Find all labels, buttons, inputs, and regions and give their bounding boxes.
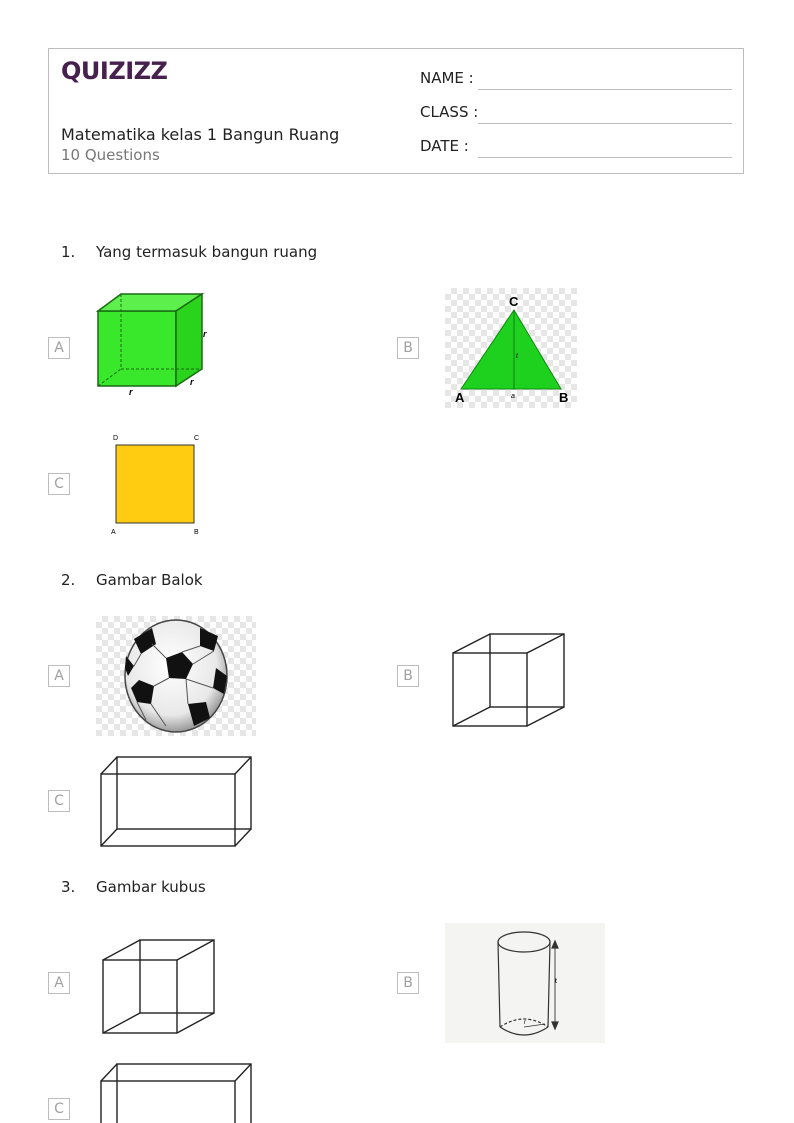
q3-option-a-box[interactable]: A [48, 972, 70, 994]
worksheet-header [48, 48, 744, 174]
question-3-text: Gambar kubus [96, 878, 206, 896]
square-vertex-label: B [194, 529, 199, 536]
wireframe-cuboid-image [96, 1059, 258, 1123]
wireframe-cube-image [448, 630, 570, 730]
wireframe-cube-image [98, 936, 220, 1038]
base-label: a [511, 393, 515, 400]
square-vertex-label: A [111, 529, 116, 536]
question-count: 10 Questions [61, 146, 160, 164]
question-1-text: Yang termasuk bangun ruang [96, 243, 318, 261]
square-vertex-label: C [194, 435, 200, 442]
question-1-number: 1. [61, 243, 76, 261]
soccer-ball-image-bg [96, 616, 256, 736]
yellow-square-image [108, 430, 208, 540]
cube-edge-label: r [203, 329, 207, 339]
square-vertex-label: D [113, 435, 119, 442]
height-label: t [516, 353, 518, 360]
name-line[interactable] [478, 89, 732, 90]
cylinder-height-label: t [555, 978, 557, 985]
cube-edge-label: r [129, 387, 133, 397]
cylinder-radius-label: r [524, 1020, 526, 1026]
green-cube-image [96, 291, 216, 401]
question-2-text: Gambar Balok [96, 571, 203, 589]
vertex-label-c: C [509, 294, 519, 309]
q2-option-c-box[interactable]: C [48, 790, 70, 812]
quizizz-logo: QUIZIZZ [61, 57, 168, 85]
green-triangle-image [445, 288, 577, 408]
vertex-label-b: B [559, 390, 569, 405]
date-line[interactable] [478, 157, 732, 158]
q1-option-a-box[interactable]: A [48, 337, 70, 359]
name-label: NAME : [420, 69, 474, 87]
question-3-number: 3. [61, 878, 76, 896]
q1-option-b-box[interactable]: B [397, 337, 419, 359]
worksheet-title: Matematika kelas 1 Bangun Ruang [61, 125, 340, 144]
soccer-ball-image [96, 616, 256, 736]
vertex-label-a: A [455, 390, 465, 405]
question-2-number: 2. [61, 571, 76, 589]
class-label: CLASS : [420, 103, 479, 121]
q2-option-b-box[interactable]: B [397, 665, 419, 687]
q1-option-c-box[interactable]: C [48, 473, 70, 495]
q3-option-b-box[interactable]: B [397, 972, 419, 994]
date-label: DATE : [420, 137, 469, 155]
class-line[interactable] [478, 123, 732, 124]
cylinder-sketch-image [445, 923, 605, 1043]
q2-option-a-box[interactable]: A [48, 665, 70, 687]
triangle-image-bg [445, 288, 577, 408]
cube-edge-label: r [190, 377, 194, 387]
q3-option-c-box[interactable]: C [48, 1098, 70, 1120]
wireframe-cuboid-image [96, 752, 258, 852]
